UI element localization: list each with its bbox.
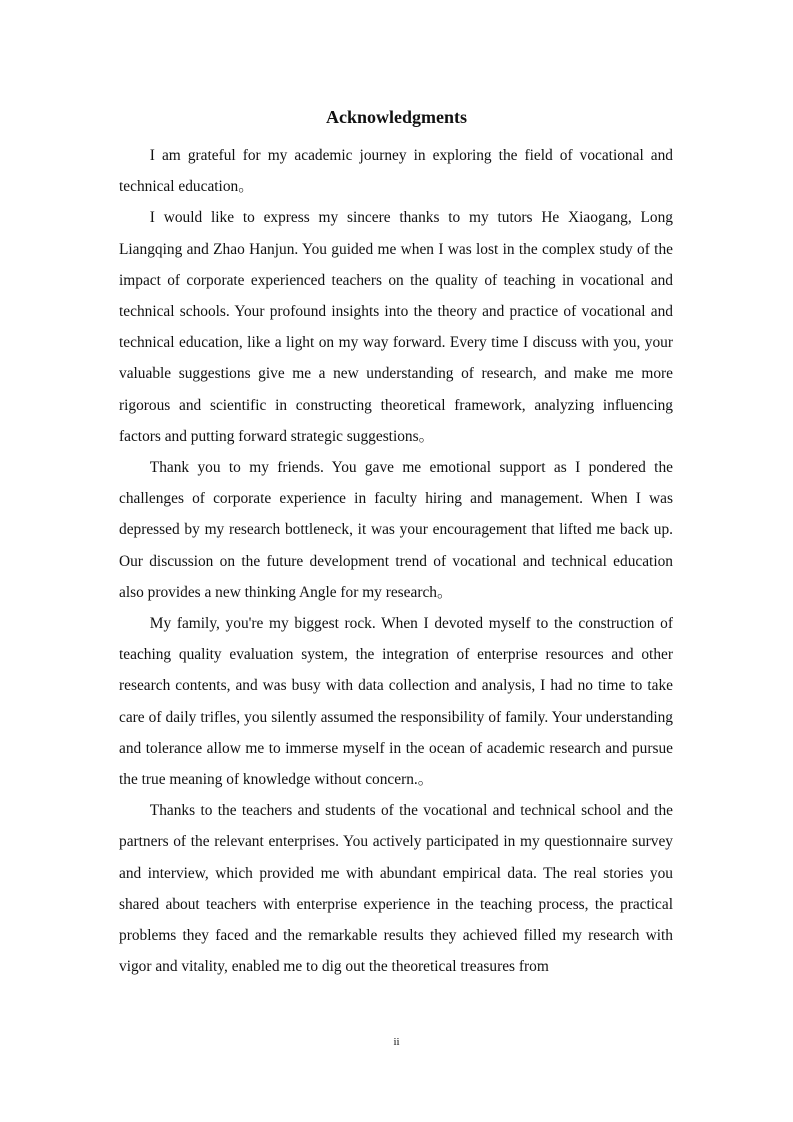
paragraph-opening: I am grateful for my academic journey in exploring the field of vocational and technical education。: [119, 147, 673, 196]
paragraph-tutors: I would like to express my sincere thanks to my tutors He Xiaogang, Long Liangqing and Zhao Hanjun. You guided me when I was lost in the complex study of the impact of corporate experienced teachers on the quality of teaching in vocational and technical schools. Your profound insights into the theory and practice of vocational and technical education, like a light on my way forward. Every time I discuss with you, your valuable suggestions give me a new understanding of research, and make me more rigorous and scientific in constructing theoretical framework, analyzing influencing factors and putting forward strategic suggestions。: [119, 209, 673, 445]
page-title: Acknowledgments: [325, 107, 467, 127]
paragraph-family: My family, you're my biggest rock. When I devoted myself to the construction of teaching quality evaluation system, the integration of enterprise resources and other research contents, and was busy with data collection and analysis, I had no time to take care of daily trifles, you silently assumed the responsibility of family. Your understanding and tolerance allow me to immerse myself in the ocean of academic research and pursue the true meaning of knowledge without concern.。: [119, 615, 673, 789]
paragraph-friends: Thank you to my friends. You gave me emotional support as I pondered the challenges of corporate experience in faculty hiring and management. When I was depressed by my research bottleneck, it was your encouragement that lifted me back up. Our discussion on the future development trend of vocational and technical education also provides a new thinking Angle for my research。: [119, 459, 673, 601]
paragraph-participants: Thanks to the teachers and students of the vocational and technical school and the partners of the relevant enterprises. You actively participated in my questionnaire survey and interview, which provided me with abundant empirical data. The real stories you shared about teachers with enterprise experience in the teaching process, the practical problems they faced and the remarkable results they achieved filled my research with vigor and vitality, enabled me to dig out the theoretical treasures from: [119, 802, 673, 976]
page-number: ii: [393, 1036, 400, 1048]
body-text: [119, 140, 673, 982]
